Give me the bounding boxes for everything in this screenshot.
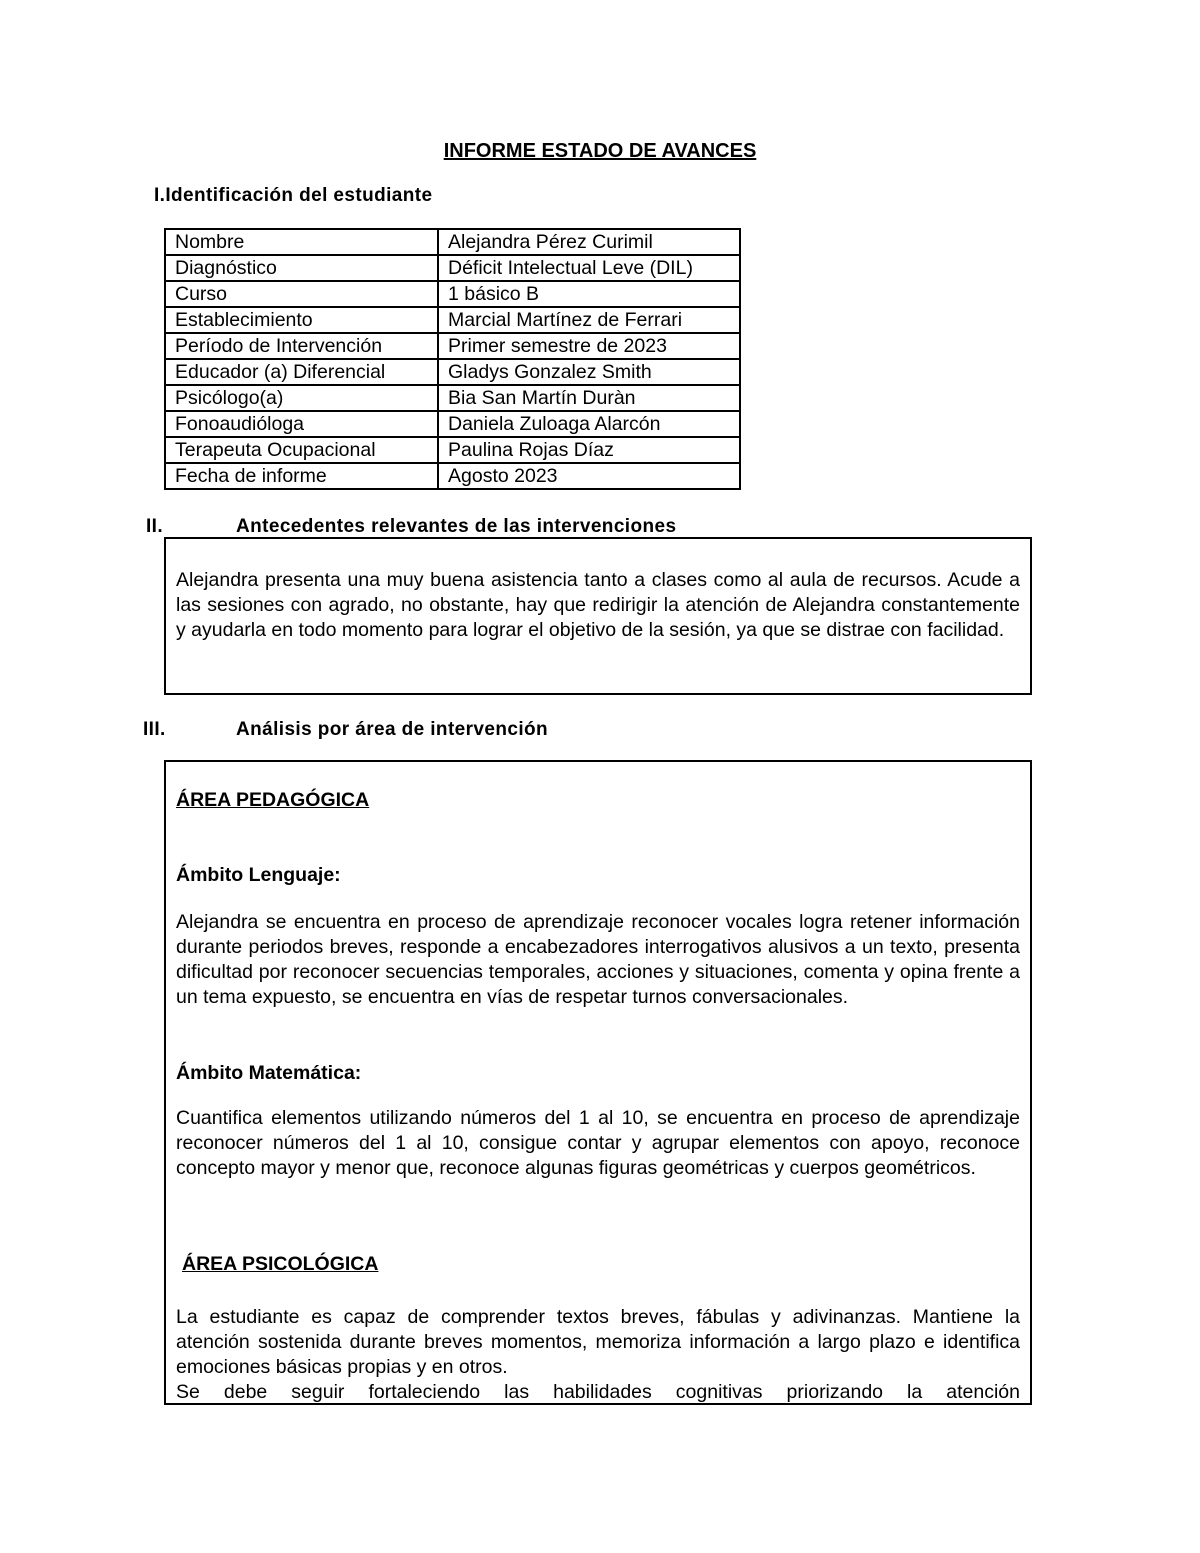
row-value: Alejandra Pérez Curimil xyxy=(438,229,740,255)
analisis-box xyxy=(164,760,1032,1405)
row-label: Educador (a) Diferencial xyxy=(165,359,438,385)
identification-table xyxy=(164,228,741,490)
identification-row xyxy=(165,411,740,437)
row-value: Agosto 2023 xyxy=(438,463,740,489)
identification-row xyxy=(165,385,740,411)
ambito-lenguaje-text: Alejandra se encuentra en proceso de aprendizaje reconocer vocales logra retener información durante periodos breves, responde a encabezadores interrogativos alusivos a un texto, presenta dificultad por reconocer secuencias temporales, acciones y situaciones, comenta y opina frente a un tema expuesto, se encuentra en vías de respetar turnos conversacionales. xyxy=(176,911,1020,1008)
area-psicologica-title: ÁREA PSICOLÓGICA xyxy=(182,1253,379,1275)
section-2-heading xyxy=(146,516,676,538)
antecedentes-text: Alejandra presenta una muy buena asistencia tanto a clases como al aula de recursos. Acude a las sesiones con agrado, no obstante, hay que redirigir la atención de Alejandra constantemente y ayudarla en todo momento para lograr el objetivo de la sesión, ya que se distrae con facilidad. xyxy=(176,569,1020,641)
row-value: Gladys Gonzalez Smith xyxy=(438,359,740,385)
ambito-matematica-title: Ámbito Matemática: xyxy=(176,1062,362,1084)
row-label: Nombre xyxy=(165,229,438,255)
row-label: Fecha de informe xyxy=(165,463,438,489)
identification-row xyxy=(165,229,740,255)
identification-row xyxy=(165,307,740,333)
row-label: Curso xyxy=(165,281,438,307)
ambito-matematica-text: Cuantifica elementos utilizando números del 1 al 10, se encuentra en proceso de aprendizaje reconocer números del 1 al 10, consigue contar y agrupar elementos con apoyo, reconoce concepto mayor y menor que, reconoce algunas figuras geométricas y cuerpos geométricos. xyxy=(176,1107,1020,1179)
identification-row xyxy=(165,463,740,489)
psicologica-text-1: La estudiante es capaz de comprender textos breves, fábulas y adivinanzas. Mantiene la atención sostenida durante breves momentos, memoriza información a largo plazo e identifica emociones básicas propias y en otros. xyxy=(176,1306,1020,1378)
document-title: INFORME ESTADO DE AVANCES xyxy=(443,140,757,162)
row-value: 1 básico B xyxy=(438,281,740,307)
row-value: Primer semestre de 2023 xyxy=(438,333,740,359)
section-1-title: Identificación del estudiante xyxy=(165,185,433,206)
row-value: Bia San Martín Duràn xyxy=(438,385,740,411)
identification-row xyxy=(165,281,740,307)
ambito-lenguaje-title: Ámbito Lenguaje: xyxy=(176,864,341,886)
row-label: Establecimiento xyxy=(165,307,438,333)
area-pedagogica-title: ÁREA PEDAGÓGICA xyxy=(176,789,370,811)
row-label: Fonoaudióloga xyxy=(165,411,438,437)
identification-row xyxy=(165,437,740,463)
row-label: Diagnóstico xyxy=(165,255,438,281)
row-value: Déficit Intelectual Leve (DIL) xyxy=(438,255,740,281)
identification-row xyxy=(165,255,740,281)
section-3-number: III. xyxy=(143,719,166,740)
section-1-number: I. xyxy=(154,185,166,206)
row-label: Terapeuta Ocupacional xyxy=(165,437,438,463)
identification-row xyxy=(165,359,740,385)
row-value: Marcial Martínez de Ferrari xyxy=(438,307,740,333)
section-3-heading xyxy=(143,719,548,741)
antecedentes-box xyxy=(164,537,1032,695)
section-2-title: Antecedentes relevantes de las intervenciones xyxy=(236,516,677,537)
row-label: Período de Intervención xyxy=(165,333,438,359)
section-3-title: Análisis por área de intervención xyxy=(236,719,549,740)
row-value: Paulina Rojas Díaz xyxy=(438,437,740,463)
section-1-heading xyxy=(154,185,432,207)
identification-row xyxy=(165,333,740,359)
row-value: Daniela Zuloaga Alarcón xyxy=(438,411,740,437)
row-label: Psicólogo(a) xyxy=(165,385,438,411)
psicologica-text-2: Se debe seguir fortaleciendo las habilidades cognitivas priorizando la atención xyxy=(176,1381,1020,1403)
section-2-number: II. xyxy=(146,516,164,537)
